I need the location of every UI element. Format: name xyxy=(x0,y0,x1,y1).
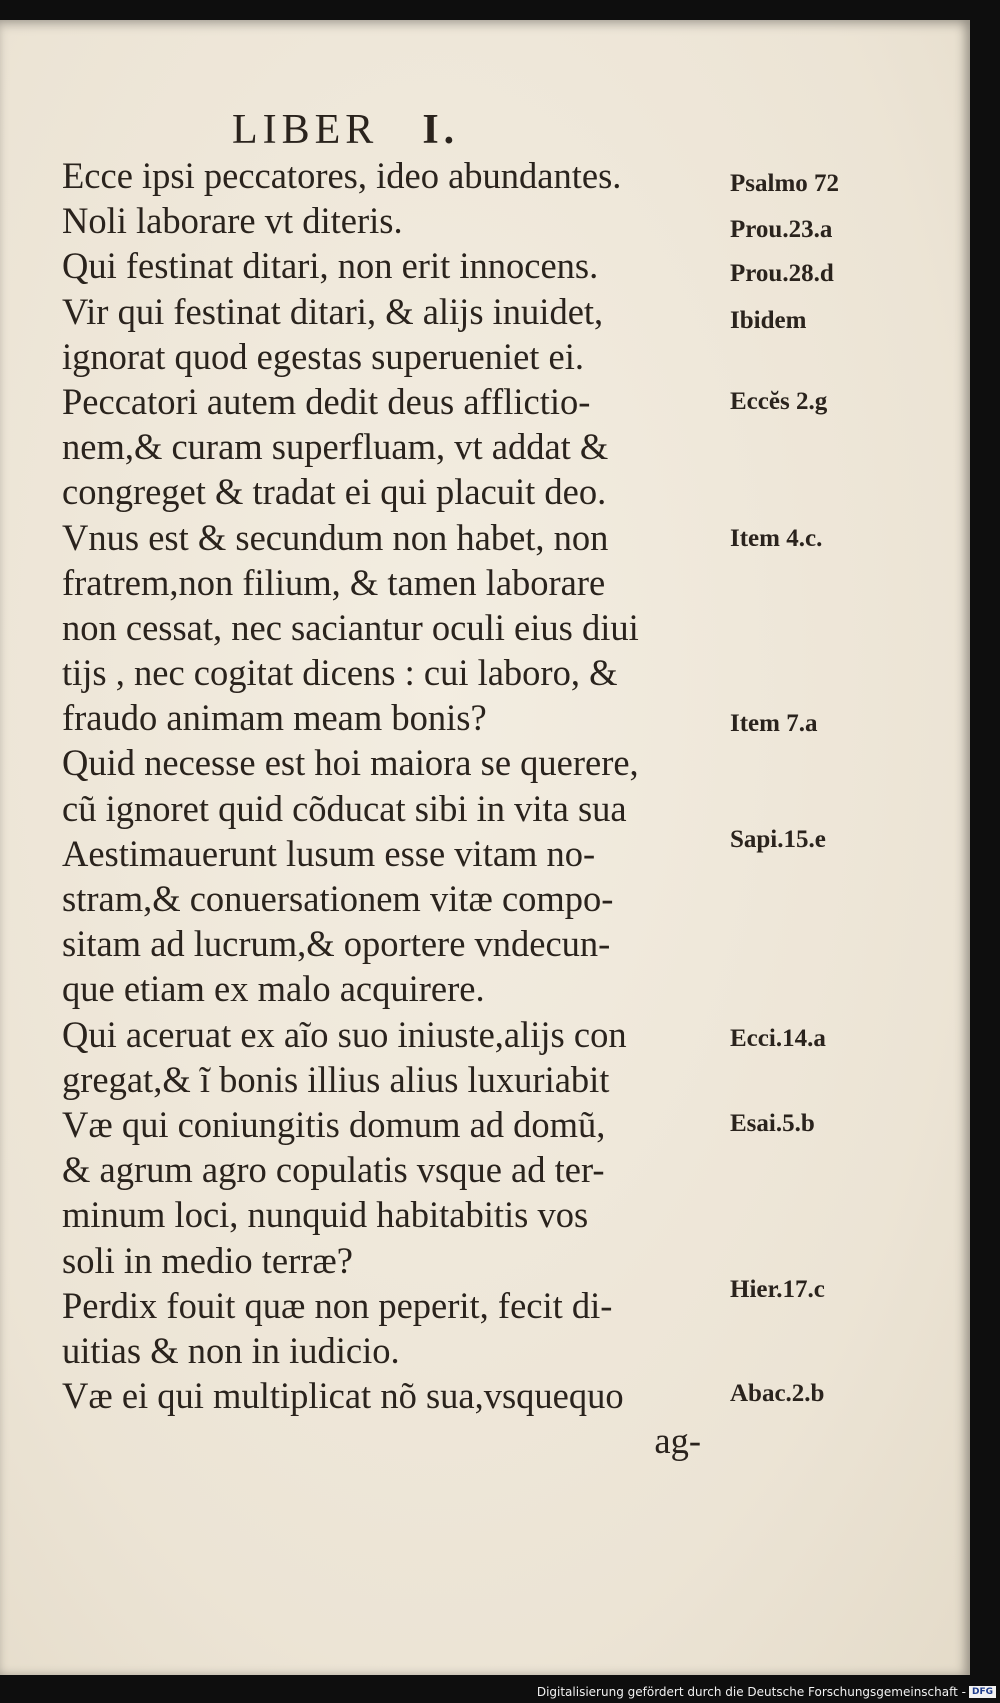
text-line: Qui aceruat ex aĩo suo iniuste,alijs con xyxy=(62,1013,627,1055)
margin-note: Prou.23.a xyxy=(730,216,833,243)
text-line: gregat,& ĩ bonis illius alius luxuriabit xyxy=(62,1058,610,1100)
margin-note: Ecci.14.a xyxy=(730,1025,826,1052)
text-line: Noli laborare vt diteris. xyxy=(62,200,403,242)
text-line: Quid necesse est hoi maiora se querere, xyxy=(62,742,639,784)
text-line: fratrem,non filium, & tamen laborare xyxy=(62,561,606,603)
text-line: ignorat quod egestas superueniet ei. xyxy=(62,335,584,377)
margin-note: Sapi.15.e xyxy=(730,826,826,853)
margin-note: Item 4.c. xyxy=(730,525,823,552)
digitization-credit xyxy=(537,1685,996,1699)
margin-note: Eccĕs 2.g xyxy=(730,388,828,415)
text-line: Ecce ipsi peccatores, ideo abundantes. xyxy=(62,155,622,196)
page-header xyxy=(232,106,459,154)
text-line: Væ ei qui multiplicat nõ sua,vsquequo xyxy=(62,1375,624,1417)
margin-note: Ibidem xyxy=(730,307,807,334)
text-line: fraudo animam meam bonis? xyxy=(62,697,487,739)
credit-text: Digitalisierung gefördert durch die Deutsche Forschungsgemeinschaft - xyxy=(536,1685,966,1699)
text-line: non cessat, nec saciantur oculi eius diui xyxy=(62,606,639,648)
text-line: Væ qui coniungitis domum ad domũ, xyxy=(62,1103,606,1145)
text-line: Vnus est & secundum non habet, non xyxy=(62,516,609,558)
text-line: Perdix fouit quæ non peperit, fecit di- xyxy=(62,1284,613,1326)
text-line: Qui festinat ditari, non erit innocens. xyxy=(62,245,599,287)
dfg-logo: DFG xyxy=(969,1686,996,1698)
book-page xyxy=(0,20,970,1675)
text-line: & agrum agro copulatis vsque ad ter- xyxy=(62,1149,605,1191)
text-line: congreget & tradat ei qui placuit deo. xyxy=(62,471,607,513)
text-line: que etiam ex malo acquirere. xyxy=(62,968,485,1010)
text-block xyxy=(62,153,727,1463)
text-line: minum loci, nunquid habitabitis vos xyxy=(62,1194,589,1236)
text-line: stram,& conuersationem vitæ compo- xyxy=(62,878,614,919)
margin-note: Prou.28.d xyxy=(730,260,834,287)
text-line: Aestimauerunt lusum esse vitam no- xyxy=(62,832,596,874)
text-line: cũ ignoret quid cõducat sibi in vita sua xyxy=(62,787,627,829)
header-title: LIBER xyxy=(232,107,379,153)
margin-note: Abac.2.b xyxy=(730,1380,825,1407)
text-line: sitam ad lucrum,& oportere vndecun- xyxy=(62,923,611,965)
text-line: tijs , nec cogitat dicens : cui laboro, & xyxy=(62,652,618,694)
margin-note: Psalmo 72 xyxy=(730,170,840,197)
text-line: nem,& curam superfluam, vt addat & xyxy=(62,426,609,468)
text-line: Peccatori autem dedit deus afflictio- xyxy=(62,380,591,422)
text-line: soli in medio terræ? xyxy=(62,1239,353,1281)
margin-note: Esai.5.b xyxy=(730,1110,815,1137)
header-number: I. xyxy=(422,107,460,153)
text-line: uitias & non in iudicio. xyxy=(62,1329,400,1371)
text-line: Vir qui festinat ditari, & alijs inuidet, xyxy=(62,290,604,332)
margin-note: Item 7.a xyxy=(730,710,818,737)
catchword: ag- xyxy=(654,1420,701,1462)
margin-note: Hier.17.c xyxy=(730,1276,825,1303)
